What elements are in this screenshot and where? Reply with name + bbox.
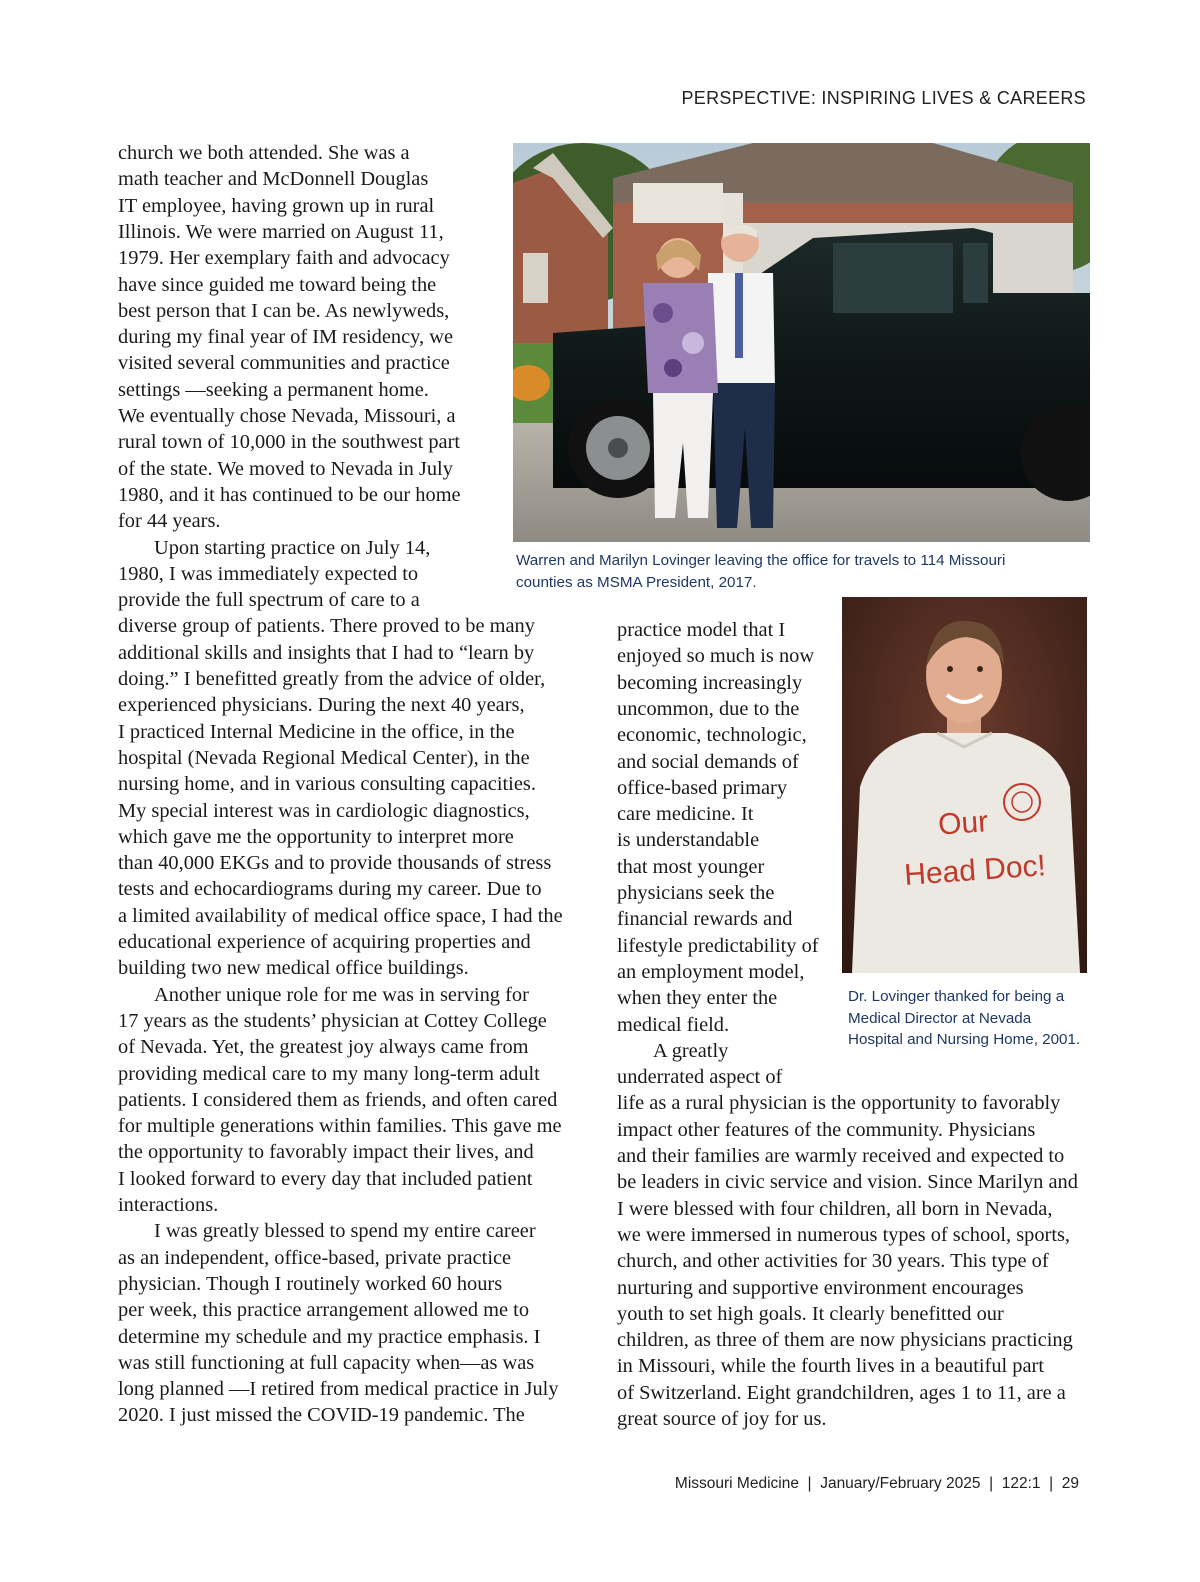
body-text-line: per week, this practice arrangement allowed me to [118,1299,530,1322]
body-text-line: 1979. Her exemplary faith and advocacy [118,247,450,270]
body-text-line: as an independent, office-based, private practice [118,1246,512,1269]
body-text-line: settings —seeking a permanent home. [118,378,429,401]
body-text-line: financial rewards and [617,908,793,931]
body-text-line: 1980, and it has continued to be our home [118,483,461,506]
body-text-line: I were blessed with four children, all born in Nevada, [617,1197,1053,1220]
body-text-line: 1980, I was immediately expected to [118,562,419,585]
body-text-line: economic, technologic, [617,724,807,747]
body-text-line: of Nevada. Yet, the greatest joy always came from [118,1036,529,1059]
body-text-line: best person that I can be. As newlyweds, [118,299,450,322]
body-text-line: and social demands of [617,750,799,773]
body-text-line: an employment model, [617,960,805,983]
body-text-line: IT employee, having grown up in rural [118,194,435,217]
body-text-line: interactions. [118,1194,219,1216]
body-text-line: Upon starting practice on July 14, [154,536,431,559]
body-text-line: great source of joy for us. [617,1408,827,1430]
body-text-line: I was greatly blessed to spend my entire career [154,1220,536,1243]
body-text-line: and their families are warmly received and expected to [617,1145,1065,1167]
body-text-line: nurturing and supportive environment encourages [617,1276,1024,1299]
body-text-line: visited several communities and practice [118,352,450,375]
shirt-text-line1: Our [937,805,990,842]
body-text-line: which gave me the opportunity to interpret more [118,825,514,848]
body-text-line: doing.” I benefitted greatly from the advice of older, [118,668,546,690]
body-text-line: we were immersed in numerous types of school, sports, [617,1223,1071,1246]
shirt-text-line2: Head Doc! [903,849,1047,892]
body-text-line: church, and other activities for 30 years. This type of [617,1250,1049,1273]
body-text-line: of Switzerland. Eight grandchildren, ages 1 to 11, are a [617,1381,1066,1404]
body-text-line: the opportunity to favorably impact their lives, and [118,1141,534,1164]
body-text-line: long planned —I retired from medical practice in July [118,1378,559,1401]
body-text-line: medical field. [617,1013,730,1036]
body-text-line: during my final year of IM residency, we [118,326,454,349]
body-text-line: My special interest was in cardiologic diagnostics, [118,799,530,822]
body-text-line: math teacher and McDonnell Douglas [118,168,429,191]
body-text-line: educational experience of acquiring properties and [118,931,531,953]
body-text-line: for 44 years. [118,510,221,533]
photo-portrait-illustration [842,597,1087,973]
body-text-line: children, as three of them are now physicians practicing [617,1329,1073,1352]
body-text-line: additional skills and insights that I had to “learn by [118,641,535,664]
photo-couple-with-truck [513,143,1090,542]
body-text-line: office-based primary [617,776,788,799]
body-text-line: enjoyed so much is now [617,645,815,668]
body-text-line: I practiced Internal Medicine in the office, in the [118,720,515,743]
body-text-line: lifestyle predictability of [617,934,819,957]
body-text-line: was still functioning at full capacity when—as was [118,1351,535,1374]
body-text-line: A greatly [653,1039,729,1062]
body-text-line: patients. I considered them as friends, and often cared [118,1088,558,1111]
body-text-line: church we both attended. She was a [118,142,410,164]
body-text-line: care medicine. It [617,803,754,826]
body-text-line: determine my schedule and my practice emphasis. I [118,1325,541,1348]
body-text-line: Another unique role for me was in serving for [154,983,529,1006]
body-text-line: underrated aspect of [617,1066,783,1089]
body-text-line: provide the full spectrum of care to a [118,589,420,612]
body-text-line: youth to set high goals. It clearly benefitted our [617,1302,1004,1325]
body-text-line: life as a rural physician is the opportunity to favorably [617,1092,1061,1115]
body-text-line: building two new medical office buildings. [118,957,469,980]
body-text-line: have since guided me toward being the [118,273,437,296]
body-text-line: than 40,000 EKGs and to provide thousands of stress [118,852,552,875]
body-text-line: providing medical care to my many long-term adult [118,1062,540,1085]
body-text-line: hospital (Nevada Regional Medical Center), in the [118,746,530,769]
body-text-line: diverse group of patients. There proved to be many [118,615,535,638]
photo1-caption-line: Warren and Marilyn Lovinger leaving the office for travels to 114 Missouri [516,552,1006,569]
body-text-line: uncommon, due to the [617,697,800,720]
body-text-line: a limited availability of medical office space, I had the [118,904,563,927]
body-text-line: I looked forward to every day that included patient [118,1167,533,1190]
body-text-line: physician. Though I routinely worked 60 hours [118,1272,503,1295]
body-text-line: tests and echocardiograms during my career. Due to [118,878,542,901]
page-footer: Missouri Medicine | January/February 2025 | 122:1 | 29 [674,1475,1079,1492]
body-text-line: that most younger [617,855,765,878]
body-text-line: be leaders in civic service and vision. Since Marilyn and [617,1171,1078,1194]
photo1-caption-line: counties as MSMA President, 2017. [516,574,757,591]
body-text-line: becoming increasingly [617,671,803,694]
body-text-line: 2020. I just missed the COVID-19 pandemic. The [118,1404,525,1427]
body-text-line: 17 years as the students’ physician at Cottey College [118,1009,547,1032]
photo2-caption-line: Medical Director at Nevada [848,1010,1032,1027]
body-text-line: of the state. We moved to Nevada in July [118,457,453,480]
body-text-line: Illinois. We were married on August 11, [118,220,444,243]
body-text-line: rural town of 10,000 in the southwest part [118,431,461,454]
body-text-line: physicians seek the [617,882,775,904]
body-text-line: practice model that I [617,619,786,641]
body-text-line: in Missouri, while the fourth lives in a beautiful part [617,1355,1044,1378]
photo-couple-illustration [513,143,1090,542]
body-text-line: is understandable [617,829,760,852]
body-text-line: impact other features of the community. Physicians [617,1118,1036,1141]
body-text-line: when they enter the [617,987,778,1010]
body-text-line: We eventually chose Nevada, Missouri, a [118,405,456,427]
photo2-caption-line: Hospital and Nursing Home, 2001. [848,1031,1081,1048]
body-text-line: nursing home, and in various consulting capacities. [118,773,536,796]
running-header: PERSPECTIVE: INSPIRING LIVES & CAREERS [681,88,1086,108]
photo2-caption-line: Dr. Lovinger thanked for being a [848,988,1065,1005]
body-text-line: experienced physicians. During the next 40 years, [118,694,525,717]
body-text-line: for multiple generations within families. This gave me [118,1115,562,1138]
photo-head-doc-portrait [842,597,1087,973]
